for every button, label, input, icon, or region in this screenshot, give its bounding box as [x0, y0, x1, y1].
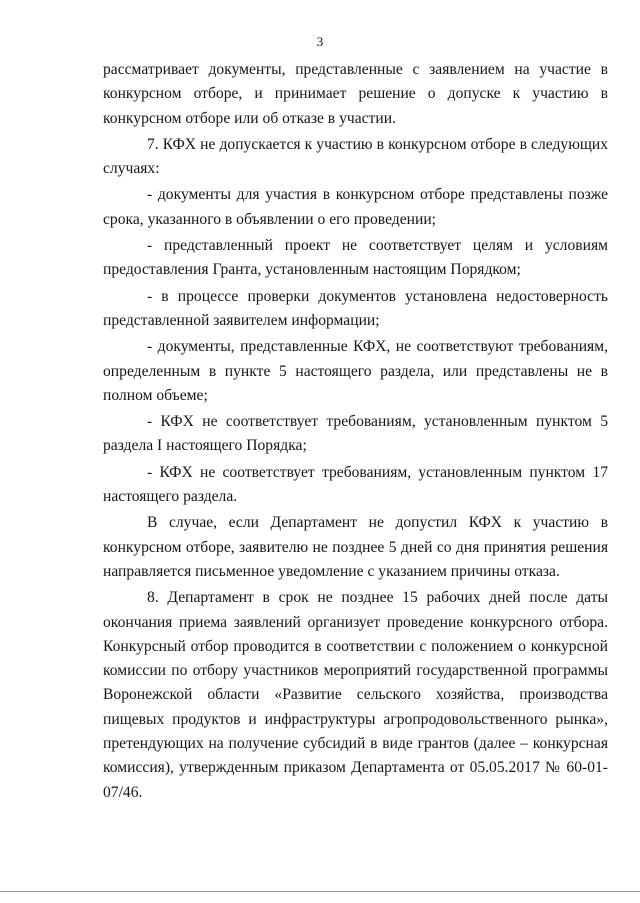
document-body [103, 58, 608, 807]
list-item-incomplete-docs: - документы, представленные КФХ, не соответствуют требованиям, определенным в пункте 5 настоящего раздела, или представлены не в полном объеме; [103, 338, 608, 404]
paragraph-item-7: 7. КФХ не допускается к участию в конкурсном отборе в следующих случаях: [103, 135, 608, 178]
paragraph-item-8: 8. Департамент в срок не позднее 15 рабочих дней после даты окончания приема заявлений организует проведение конкурсного отбора. Конкурсный отбор проводится в соответствии с положением о конкурсной комиссии по отбору участников мероприятий государственной программы Воронежской области «Развитие сельского хозяйства, производства пищевых продуктов и инфраструктуры агропродовольственного рынка», претендующих на получение субсидий в виде грантов (далее – конкурсная комиссия), утвержденным приказом Департамента от 05.05.2017 № 60-01-07/46. [103, 589, 608, 801]
page-number: 3 [316, 34, 324, 49]
list-item-point-17-requirements: - КФХ не соответствует требованиям, установленным пунктом 17 настоящего раздела. [103, 463, 608, 506]
paragraph-continuation: рассматривает документы, представленные с заявлением на участие в конкурсном отборе, и принимает решение о допуске к участию в конкурсном отборе или об отказе в участии. [103, 61, 608, 127]
list-item-section-1-requirements: - КФХ не соответствует требованиям, установленным пунктом 5 раздела I настоящего Порядка; [103, 413, 608, 455]
list-item-false-info: - в процессе проверки документов установлена недостоверность представленной заявителем информации; [103, 287, 608, 329]
list-item-project-mismatch: - представленный проект не соответствует целям и условиям предоставления Гранта, установленным настоящим Порядком; [103, 237, 608, 279]
scan-edge-line [0, 891, 640, 892]
paragraph-refusal-notice: В случае, если Департамент не допустил КФХ к участию в конкурсном отборе, заявителю не позднее 5 дней со дня принятия решения направляется письменное уведомление с указанием причины отказа. [103, 514, 608, 580]
list-item-deadline: - документы для участия в конкурсном отборе представлены позже срока, указанного в объявлении о его проведении; [103, 186, 608, 228]
